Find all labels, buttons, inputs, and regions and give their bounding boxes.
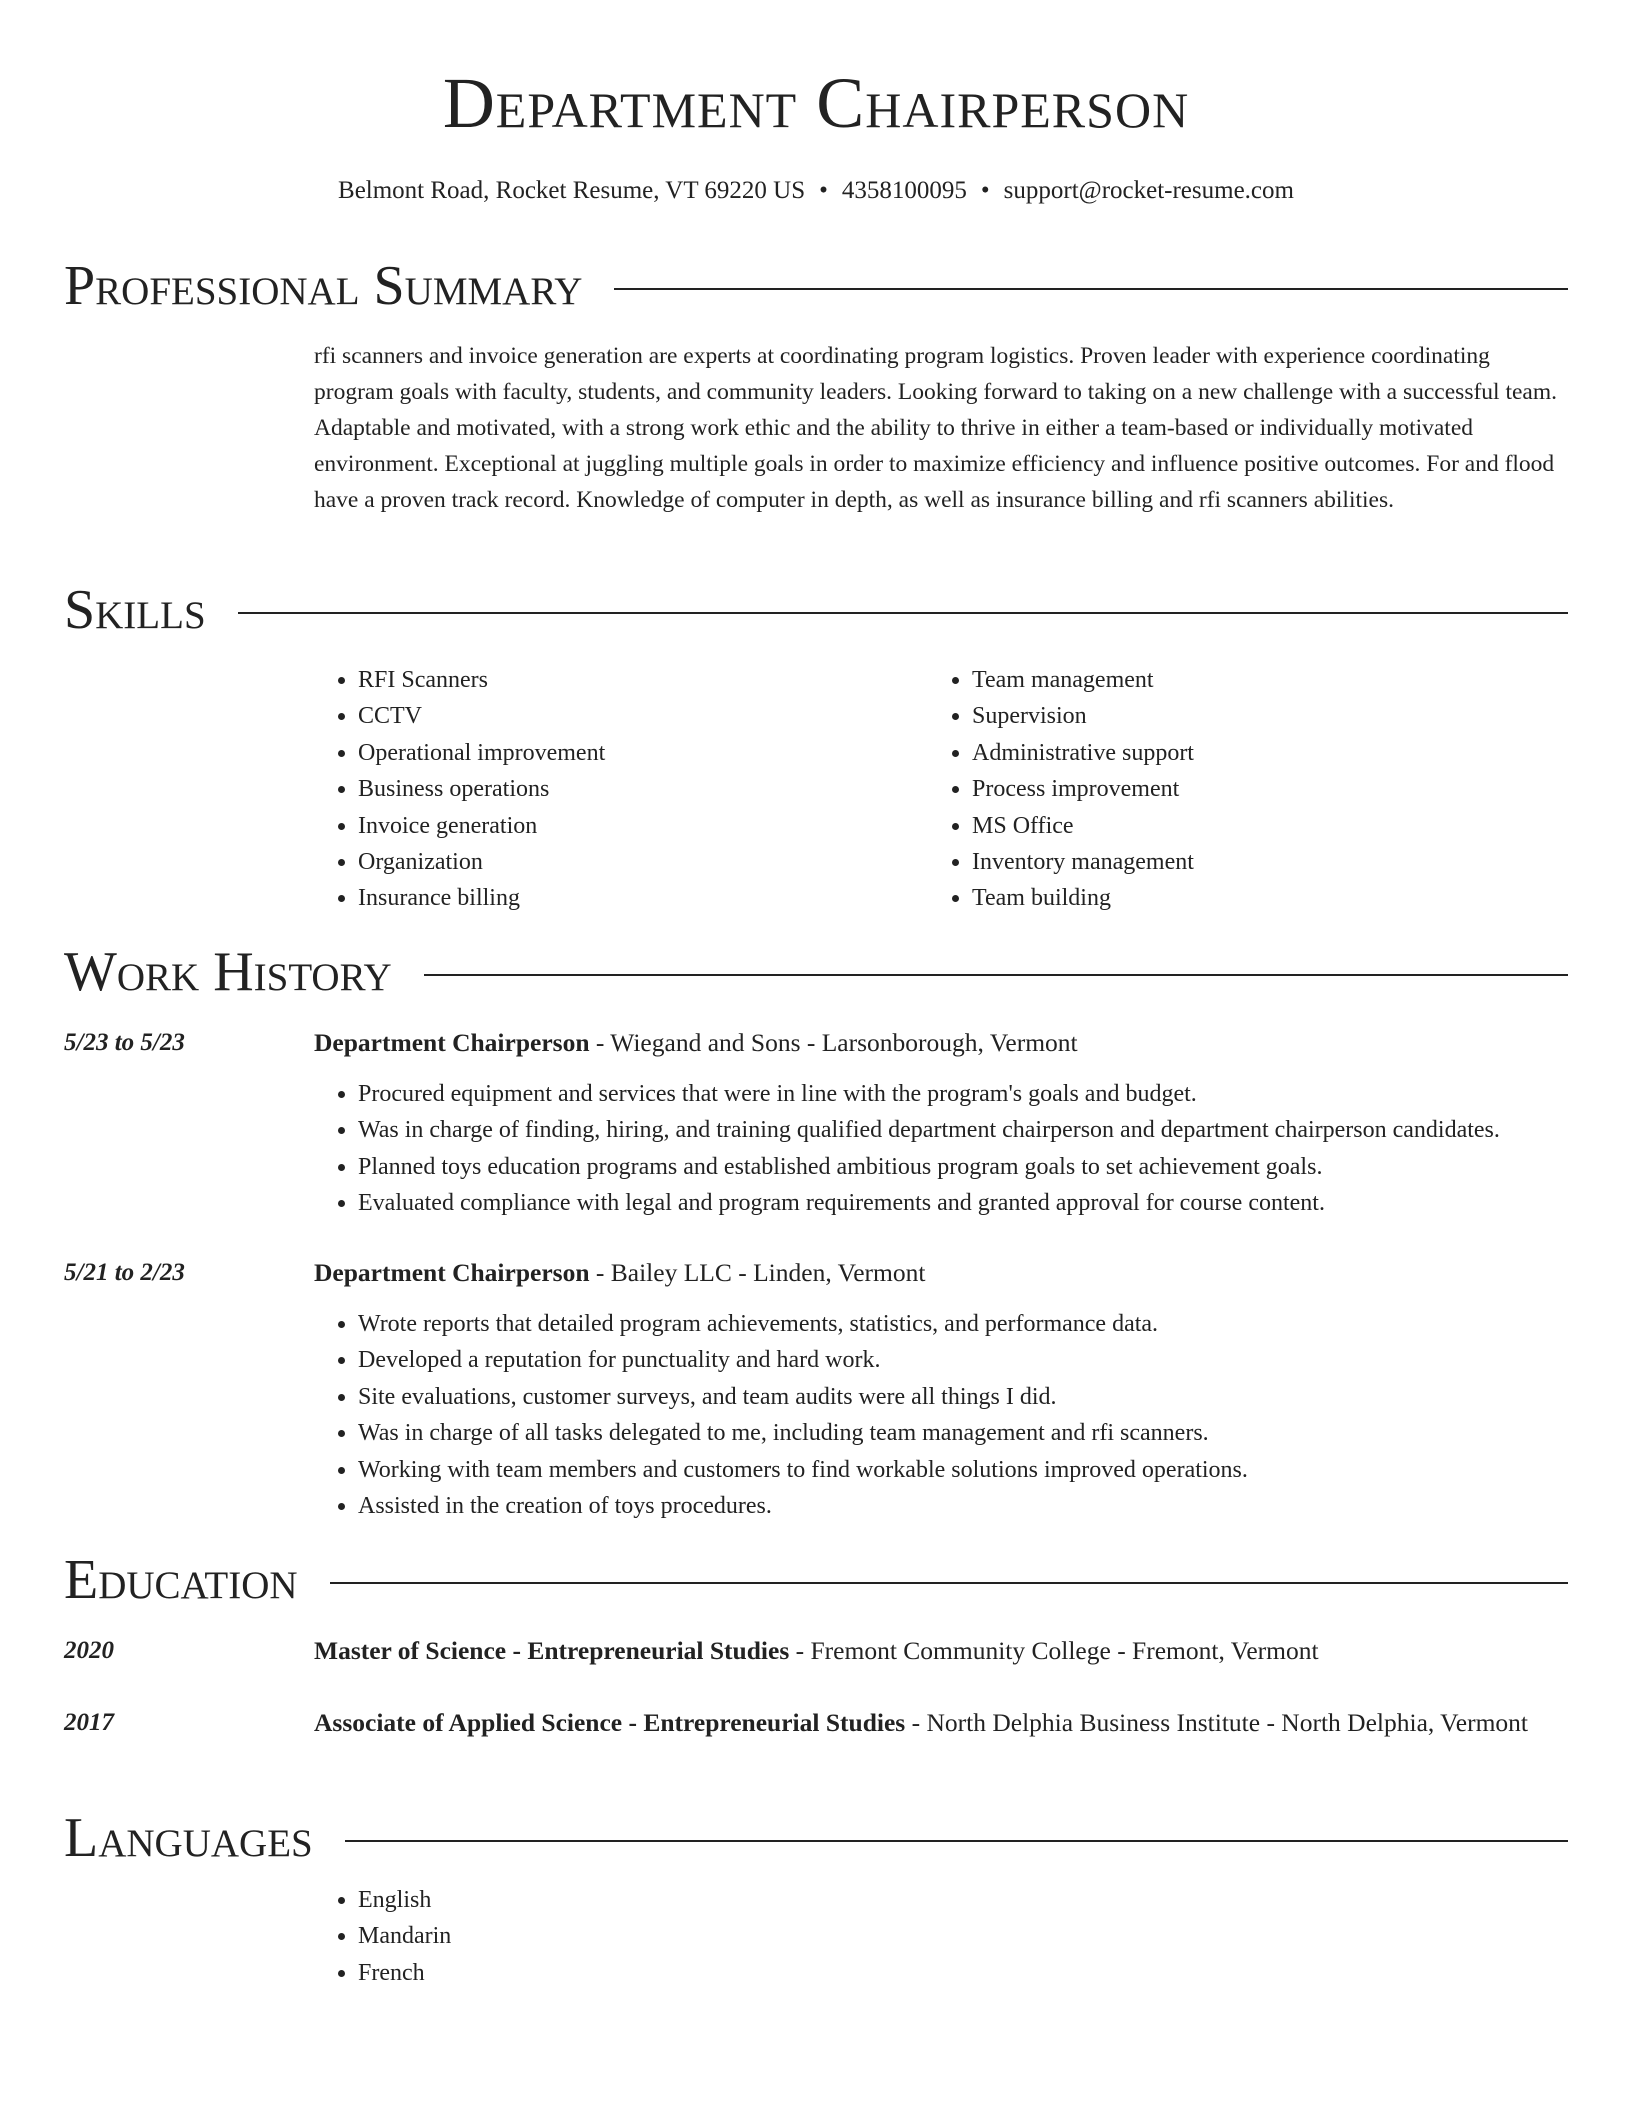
skill-item: • Team management [972, 662, 1548, 698]
summary-text: rfi scanners and invoice generation are experts at coordinating program logistics. Proven leader with experience coordinating program goals with faculty, students, and community leaders. Looking forward to taking on a new challenge with a successful team. Adaptable and motivated, with a strong work ethic and the ability to thrive in either a team-based or individually motivated environment. Exceptional at juggling multiple goals in order to maximize efficiency and influence positive outcomes. For and flood have a proven track record. Knowledge of computer in depth, as well as insurance billing and rfi scanners abilities. [314, 343, 1557, 513]
job-bullet: • Planned toys education programs and established ambitious program goals to set achievement goals. [358, 1149, 1568, 1185]
skill-item: • Team building [972, 880, 1548, 916]
skill-item: • Invoice generation [358, 808, 914, 844]
skill-item: • Inventory management [972, 844, 1548, 880]
language-item: • English [358, 1882, 1568, 1918]
job-employer: - Bailey LLC - Linden, Vermont [589, 1258, 926, 1287]
skill-item: • RFI Scanners [358, 662, 914, 698]
job-title: Department Chairperson [314, 1258, 590, 1287]
skill-item: • Process improvement [972, 771, 1548, 807]
job-heading [314, 1254, 1568, 1292]
job-bullet: • Was in charge of finding, hiring, and training qualified department chairperson and department chairperson candidates. [358, 1112, 1568, 1148]
skill-item: • Supervision [972, 698, 1548, 734]
education-degree: Associate of Applied Science - Entrepreneurial Studies [314, 1708, 906, 1737]
job-heading [314, 1024, 1568, 1062]
skills-column-right [928, 662, 1548, 917]
skill-item: • Organization [358, 844, 914, 880]
skills-section-title: Skills [64, 579, 206, 641]
job-responsibilities [314, 1306, 1568, 1524]
job-dates: 5/21 to 2/23 [64, 1259, 185, 1286]
education-section-title: Education [64, 1549, 298, 1611]
work-section-title: Work History [64, 941, 392, 1003]
skill-item: • Administrative support [972, 735, 1548, 771]
candidate-name: Department Chairperson [442, 63, 1190, 143]
job-bullet: • Evaluated compliance with legal and program requirements and granted approval for course content. [358, 1185, 1568, 1221]
skill-item: • CCTV [358, 698, 914, 734]
education-entry [314, 1632, 1568, 1670]
job-dates: 5/23 to 5/23 [64, 1029, 185, 1056]
section-divider [614, 288, 1568, 290]
contact-address: Belmont Road, Rocket Resume, VT 69220 US [338, 177, 806, 204]
summary-section-header [64, 254, 1568, 318]
education-year: 2017 [64, 1709, 114, 1736]
job-bullet: • Assisted in the creation of toys procedures. [358, 1488, 1568, 1524]
job-bullet: • Developed a reputation for punctuality and hard work. [358, 1342, 1568, 1378]
language-item: • Mandarin [358, 1918, 1568, 1954]
skill-item: • Business operations [358, 771, 914, 807]
skill-item: • Insurance billing [358, 880, 914, 916]
language-item: • French [358, 1955, 1568, 1991]
skills-section-header [64, 578, 1568, 642]
education-school: - North Delphia Business Institute - North Delphia, Vermont [905, 1708, 1529, 1737]
education-year: 2020 [64, 1637, 114, 1664]
contact-line [0, 174, 1632, 208]
skills-column-left [314, 662, 914, 917]
section-divider [424, 974, 1568, 976]
section-divider [238, 612, 1568, 614]
job-bullet: • Site evaluations, customer surveys, and team audits were all things I did. [358, 1379, 1568, 1415]
contact-separator: • [819, 177, 828, 204]
languages-section-title: Languages [64, 1807, 313, 1869]
section-divider [345, 1840, 1568, 1842]
job-bullet: • Working with team members and customers to find workable solutions improved operations. [358, 1452, 1568, 1488]
work-section-header [64, 940, 1568, 1004]
job-responsibilities [314, 1076, 1568, 1222]
job-bullet: • Wrote reports that detailed program achievements, statistics, and performance data. [358, 1306, 1568, 1342]
education-section-header [64, 1548, 1568, 1612]
education-entry [314, 1704, 1568, 1742]
job-bullet: • Procured equipment and services that were in line with the program's goals and budget. [358, 1076, 1568, 1112]
section-divider [330, 1582, 1568, 1584]
contact-phone: 4358100095 [841, 177, 967, 204]
languages-list [314, 1882, 1568, 1991]
contact-email: support@rocket-resume.com [1003, 177, 1294, 204]
education-degree: Master of Science - Entrepreneurial Studies [314, 1636, 790, 1665]
contact-separator: • [980, 177, 990, 204]
languages-section-header [64, 1806, 1568, 1870]
education-school: - Fremont Community College - Fremont, Vermont [789, 1636, 1319, 1665]
skill-item: • Operational improvement [358, 735, 914, 771]
job-bullet: • Was in charge of all tasks delegated to me, including team management and rfi scanners. [358, 1415, 1568, 1451]
summary-section-title: Professional Summary [64, 255, 583, 317]
job-title: Department Chairperson [314, 1028, 590, 1057]
skill-item: • MS Office [972, 808, 1548, 844]
job-employer: - Wiegand and Sons - Larsonborough, Vermont [589, 1028, 1078, 1057]
